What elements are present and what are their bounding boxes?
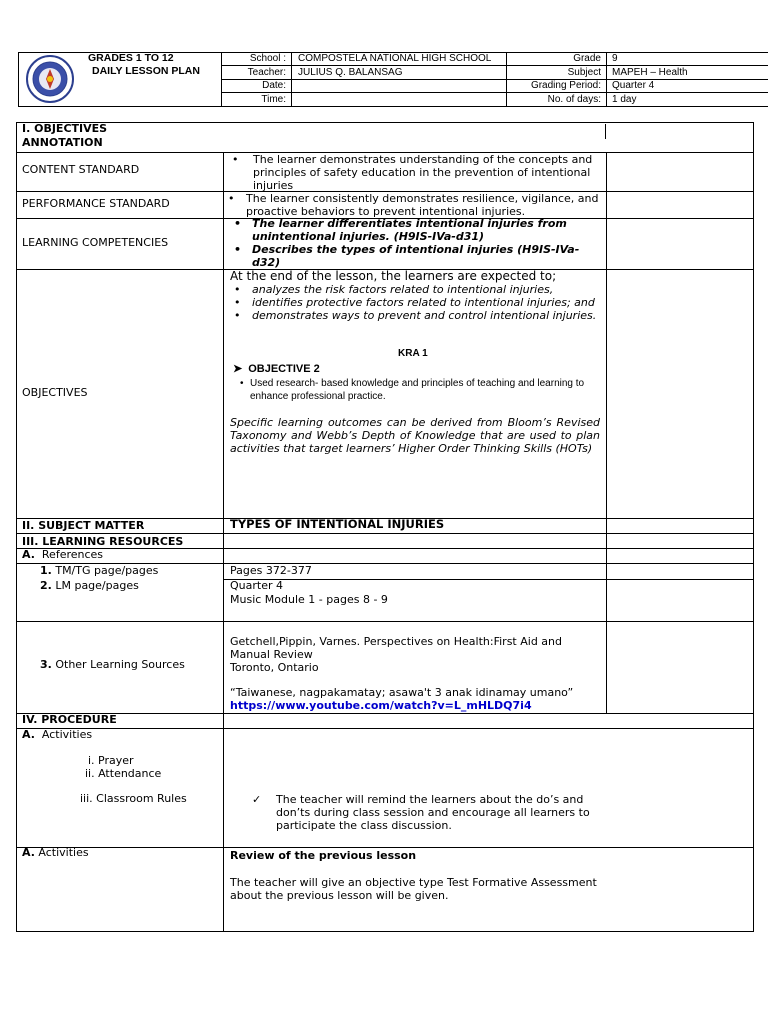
other-source-2: Toronto, Ontario [230,661,319,674]
classroom-rules-text: The teacher will remind the learners about the do’s and don’ts during class session and encourage all learners to participate the class discussion. [276,793,590,832]
activities-label [22,728,92,741]
grade-label: Grade [573,53,601,64]
subject-matter-label: II. SUBJECT MATTER [22,519,145,532]
prayer-item: i. Prayer [88,754,134,767]
other-source-1: Getchell,Pippin, Varnes. Perspectives on Health:First Aid and Manual Review [230,635,562,661]
objective-2-description [240,377,600,403]
subject-value: MAPEH – Health [612,67,688,78]
school-label: School : [249,53,286,64]
days-label: No. of days: [547,94,601,105]
school-value: COMPOSTELA NATIONAL HIGH SCHOOL [298,53,492,64]
procedure-label: IV. PROCEDURE [22,713,117,726]
content-standard-label: CONTENT STANDARD [22,163,140,176]
other-num: 3. [40,658,52,671]
annotation-heading: ANNOTATION [22,136,103,149]
teacher-label: Teacher: [247,67,286,78]
days-value: 1 day [612,94,637,105]
kra-label: KRA 1 [398,348,428,359]
grade-value: 9 [612,53,618,64]
checkmark-icon: ✓ [252,793,262,806]
performance-standard-text [224,192,602,218]
performance-standard-item: • The learner consistently demonstrates resilience, vigilance, and proactive behaviors to prevent intentional injuries. [224,192,602,218]
references-label [22,548,103,561]
tm-value: Pages 372-377 [230,564,312,577]
grading-period-label: Grading Period: [530,80,601,91]
other-sources-label [40,658,185,671]
objective-2-text: OBJECTIVE 2 [248,363,320,375]
review-heading: Review of the previous lesson [230,849,417,862]
subject-label: Subject [567,67,601,78]
activities-2-letter: A. [22,846,35,859]
other-source-link-wrap [230,699,532,712]
objectives-label: OBJECTIVES [22,386,88,399]
classroom-rules-text-wrap [252,793,597,832]
lm-label [40,579,139,592]
small-bullet-icon: • [240,378,244,389]
attendance-item: ii. Attendance [85,767,162,780]
objective-2-heading [233,362,320,375]
teacher-value: JULIUS Q. BALANSAG [298,67,403,78]
objective-item: • analyzes the risk factors related to intentional injuries, [230,283,600,296]
content-standard-item: • The learner demonstrates understanding of the concepts and principles of safety education in the prevention of intentional injuries [228,153,598,192]
references-letter: A. [22,548,35,561]
activities-letter: A. [22,728,35,741]
tm-text: TM/TG page/pages [55,564,159,577]
subject-matter-value: TYPES OF INTENTIONAL INJURIES [230,517,445,531]
plan-title-line2: DAILY LESSON PLAN [92,65,200,77]
classroom-rules-item: iii. Classroom Rules [80,792,187,805]
references-text: References [41,548,104,561]
performance-standard-label: PERFORMANCE STANDARD [22,197,170,210]
learning-competencies-list [230,217,602,269]
other-source-3: “Taiwanese, nagpakamatay; asawa't 3 anak idinamay umano” [230,686,574,699]
deped-seal-logo [25,54,75,104]
learning-resources-label: III. LEARNING RESOURCES [22,535,184,548]
objectives-intro: At the end of the lesson, the learners are expected to; [230,269,557,283]
objectives-list [230,283,600,322]
activities-2-label [22,846,89,859]
lm-text: LM page/pages [55,579,139,592]
activities-text: Activities [41,728,93,741]
objective-item: • demonstrates ways to prevent and control intentional injuries. [230,309,600,322]
plan-title-line1: GRADES 1 TO 12 [88,52,174,64]
competency-item: • Describes the types of intentional injuries (H9IS-IVa-d32) [230,243,602,269]
tm-label [40,564,158,577]
learning-competencies-label: LEARNING COMPETENCIES [22,236,169,249]
competency-item: • The learner differentiates intentional injuries from unintentional injuries. (H9IS-IVa-d31) [230,217,602,243]
objective-2-body: Used research- based knowledge and principles of teaching and learning to enhance professional practice. [250,378,585,402]
content-standard-text [228,153,598,192]
tm-num: 1. [40,564,52,577]
objectives-heading: I. OBJECTIVES [22,122,108,135]
arrow-bullet-icon: ➤ [233,363,243,375]
review-text: The teacher will give an objective type Test Formative Assessment about the previous lesson will be given. [230,876,597,902]
activities-2-text: Activities [38,846,89,859]
time-label: Time: [261,94,286,105]
lm-value-2: Music Module 1 - pages 8 - 9 [230,593,388,606]
other-text: Other Learning Sources [55,658,185,671]
date-label: Date: [262,80,286,91]
objectives-note: Specific learning outcomes can be derived from Bloom’s Revised Taxonomy and Webb’s Depth of Knowledge that are used to plan activities that target learners’ Higher Order Thinking Skills (HOTs) [230,416,600,455]
youtube-link[interactable]: https://www.youtube.com/watch?v=L_mHLDQ7i4 [230,699,532,712]
objective-item: • identifies protective factors related to intentional injuries; and [230,296,600,309]
grading-period-value: Quarter 4 [612,80,655,91]
lm-num: 2. [40,579,52,592]
lm-value-1: Quarter 4 [230,579,283,592]
